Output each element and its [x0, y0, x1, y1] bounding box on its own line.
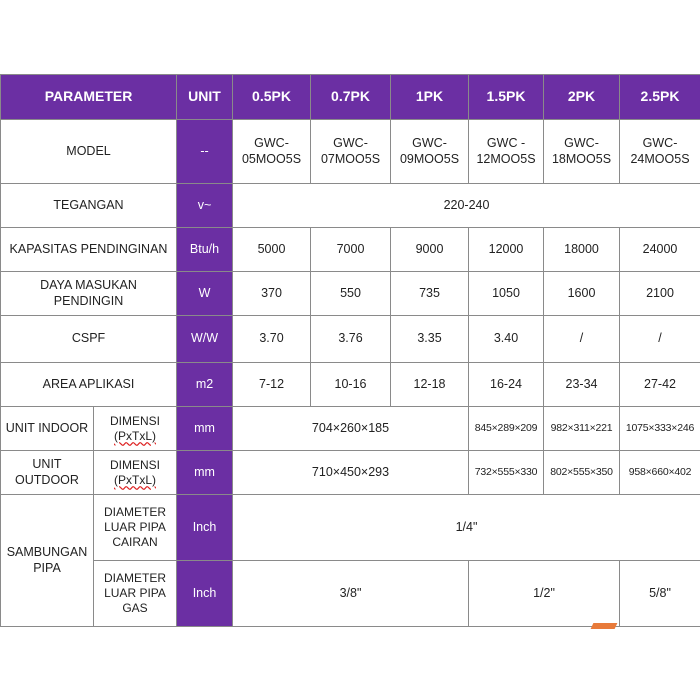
- merged-dimension: 710×450×293: [233, 451, 469, 495]
- model-cell: GWC- 18MOO5S: [544, 120, 620, 184]
- row-indoor-unit: [1, 407, 700, 451]
- liquid-pipe-value: 1/4": [233, 495, 700, 561]
- row-cooling-capacity: [1, 228, 700, 272]
- value-cell: 12000: [469, 228, 544, 272]
- spec-table: [0, 74, 700, 627]
- value-cell: 735: [391, 272, 469, 316]
- value-cell: 370: [233, 272, 311, 316]
- row-cspf: [1, 316, 700, 363]
- header-parameter: PARAMETER: [1, 75, 177, 120]
- model-cell: GWC- 05MOO5S: [233, 120, 311, 184]
- unit-cell: W: [177, 272, 233, 316]
- header-capacity: 0.5PK: [233, 75, 311, 120]
- value-cell: 7000: [311, 228, 391, 272]
- row-label: MODEL: [1, 120, 177, 184]
- unit-cell: v~: [177, 184, 233, 228]
- model-cell: GWC- 24MOO5S: [620, 120, 700, 184]
- sub-label: DIMENSI (PxTxL): [94, 451, 177, 495]
- orange-accent-mark: [591, 623, 618, 629]
- sub-label: DIAMETER LUAR PIPA GAS: [94, 561, 177, 627]
- row-outdoor-unit: [1, 451, 700, 495]
- page-bottom-background: [0, 627, 700, 700]
- dimension-cell: 845×289×209: [469, 407, 544, 451]
- value-cell: 550: [311, 272, 391, 316]
- voltage-value: 220-240: [233, 184, 700, 228]
- row-label: UNIT INDOOR: [1, 407, 94, 451]
- row-voltage: [1, 184, 700, 228]
- unit-cell: mm: [177, 451, 233, 495]
- row-model: [1, 120, 700, 184]
- unit-cell: mm: [177, 407, 233, 451]
- row-label: UNIT OUTDOOR: [1, 451, 94, 495]
- gas-pipe-value: 5/8": [620, 561, 700, 627]
- value-cell: 24000: [620, 228, 700, 272]
- merged-dimension: 704×260×185: [233, 407, 469, 451]
- header-capacity: 2.5PK: [620, 75, 700, 120]
- value-cell: 3.76: [311, 316, 391, 363]
- value-cell: 10-16: [311, 363, 391, 407]
- unit-cell: Inch: [177, 495, 233, 561]
- row-label: CSPF: [1, 316, 177, 363]
- unit-cell: --: [177, 120, 233, 184]
- value-cell: 23-34: [544, 363, 620, 407]
- row-pipe-liquid: [1, 495, 700, 561]
- dimension-cell: 982×311×221: [544, 407, 620, 451]
- value-cell: 2100: [620, 272, 700, 316]
- value-cell: 5000: [233, 228, 311, 272]
- unit-cell: W/W: [177, 316, 233, 363]
- header-row: [1, 75, 700, 120]
- header-capacity: 1PK: [391, 75, 469, 120]
- value-cell: 18000: [544, 228, 620, 272]
- unit-cell: m2: [177, 363, 233, 407]
- model-cell: GWC - 12MOO5S: [469, 120, 544, 184]
- row-label: DAYA MASUKAN PENDINGIN: [1, 272, 177, 316]
- dimension-cell: 802×555×350: [544, 451, 620, 495]
- row-cooling-input: [1, 272, 700, 316]
- gas-pipe-value: 3/8": [233, 561, 469, 627]
- dimension-cell: 732×555×330: [469, 451, 544, 495]
- row-label: TEGANGAN: [1, 184, 177, 228]
- model-cell: GWC- 09MOO5S: [391, 120, 469, 184]
- header-unit: UNIT: [177, 75, 233, 120]
- model-cell: GWC- 07MOO5S: [311, 120, 391, 184]
- row-label: KAPASITAS PENDINGINAN: [1, 228, 177, 272]
- gas-pipe-value: 1/2": [469, 561, 620, 627]
- value-cell: 9000: [391, 228, 469, 272]
- value-cell: /: [620, 316, 700, 363]
- row-application-area: [1, 363, 700, 407]
- value-cell: 1050: [469, 272, 544, 316]
- sub-label: DIAMETER LUAR PIPA CAIRAN: [94, 495, 177, 561]
- value-cell: 1600: [544, 272, 620, 316]
- dimension-cell: 1075×333×246: [620, 407, 700, 451]
- value-cell: 3.40: [469, 316, 544, 363]
- unit-cell: Btu/h: [177, 228, 233, 272]
- row-pipe-gas: [1, 561, 700, 627]
- header-capacity: 1.5PK: [469, 75, 544, 120]
- dimension-cell: 958×660×402: [620, 451, 700, 495]
- value-cell: 3.35: [391, 316, 469, 363]
- value-cell: 7-12: [233, 363, 311, 407]
- value-cell: /: [544, 316, 620, 363]
- header-capacity: 0.7PK: [311, 75, 391, 120]
- value-cell: 27-42: [620, 363, 700, 407]
- value-cell: 16-24: [469, 363, 544, 407]
- row-label: SAMBUNGAN PIPA: [1, 495, 94, 627]
- value-cell: 12-18: [391, 363, 469, 407]
- sub-label: DIMENSI (PxTxL): [94, 407, 177, 451]
- header-capacity: 2PK: [544, 75, 620, 120]
- value-cell: 3.70: [233, 316, 311, 363]
- unit-cell: Inch: [177, 561, 233, 627]
- row-label: AREA APLIKASI: [1, 363, 177, 407]
